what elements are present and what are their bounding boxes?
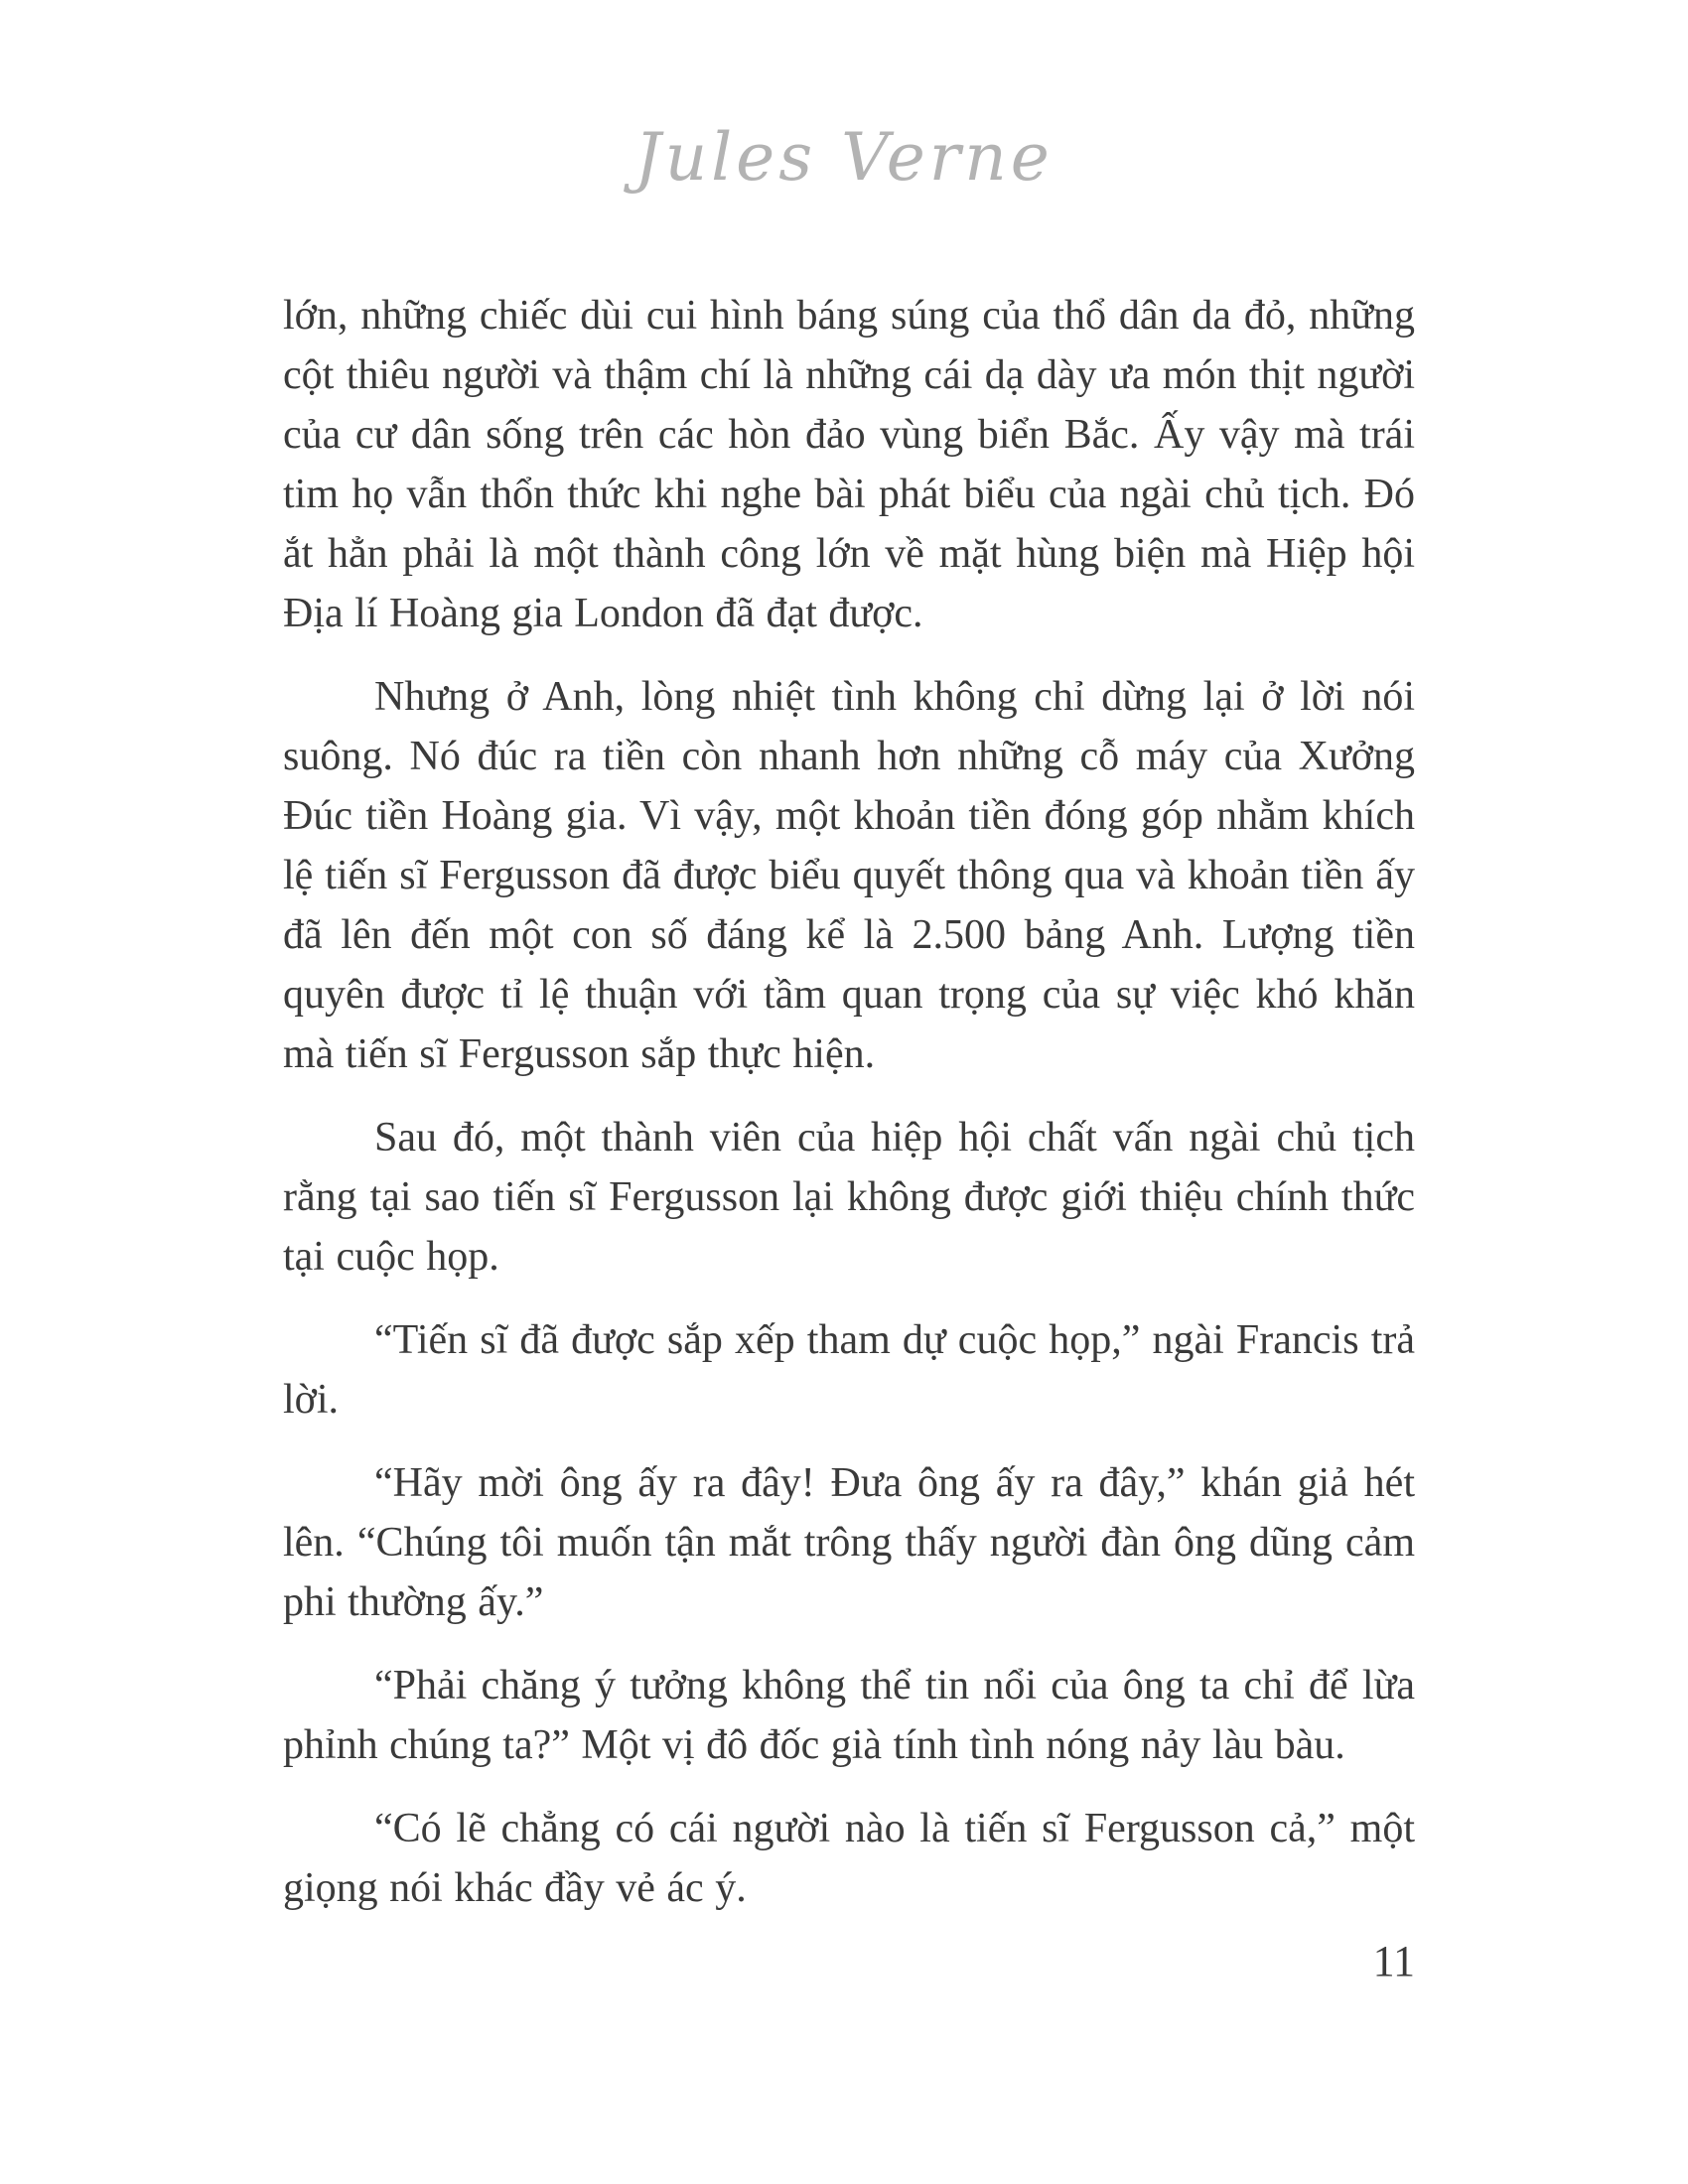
paragraph: lớn, những chiếc dùi cui hình báng súng của thổ dân da đỏ, những cột thiêu người và thậm chí là những cái dạ dày ưa món thịt người của cư dân sống trên các hòn đảo vùng biển Bắc. Ấy vậy mà trái tim họ vẫn thổn thức khi nghe bài phát biểu của ngài chủ tịch. Đó ắt hẳn phải là một thành công lớn về mặt hùng biện mà Hiệp hội Địa lí Hoàng gia London đã đạt được. bbox=[283, 293, 1415, 636]
paragraph: Sau đó, một thành viên của hiệp hội chất vấn ngài chủ tịch rằng tại sao tiến sĩ Fergusson lại không được giới thiệu chính thức tại cuộc họp. bbox=[283, 1115, 1415, 1280]
body-text-block bbox=[283, 286, 1415, 1942]
paragraph: Nhưng ở Anh, lòng nhiệt tình không chỉ dừng lại ở lời nói suông. Nó đúc ra tiền còn nhanh hơn những cỗ máy của Xưởng Đúc tiền Hoàng gia. Vì vậy, một khoản tiền đóng góp nhằm khích lệ tiến sĩ Fergusson đã được biểu quyết thông qua và khoản tiền ấy đã lên đến một con số đáng kể là 2.500 bảng Anh. Lượng tiền quyên được tỉ lệ thuận với tầm quan trọng của sự việc khó khăn mà tiến sĩ Fergusson sắp thực hiện. bbox=[283, 674, 1415, 1077]
page-number: 11 bbox=[1372, 1937, 1415, 1985]
paragraph: “Có lẽ chẳng có cái người nào là tiến sĩ Fergusson cả,” một giọng nói khác đầy vẻ ác ý. bbox=[283, 1806, 1415, 1911]
author-header: Jules Verne bbox=[634, 119, 1054, 196]
paragraph: “Phải chăng ý tưởng không thể tin nổi của ông ta chỉ để lừa phỉnh chúng ta?” Một vị đô đốc già tính tình nóng nảy làu bàu. bbox=[283, 1663, 1415, 1768]
paragraph: “Tiến sĩ đã được sắp xếp tham dự cuộc họp,” ngài Francis trả lời. bbox=[283, 1317, 1415, 1423]
paragraph: “Hãy mời ông ấy ra đây! Đưa ông ấy ra đây,” khán giả hét lên. “Chúng tôi muốn tận mắt trông thấy người đàn ông dũng cảm phi thường ấy.” bbox=[283, 1460, 1415, 1625]
